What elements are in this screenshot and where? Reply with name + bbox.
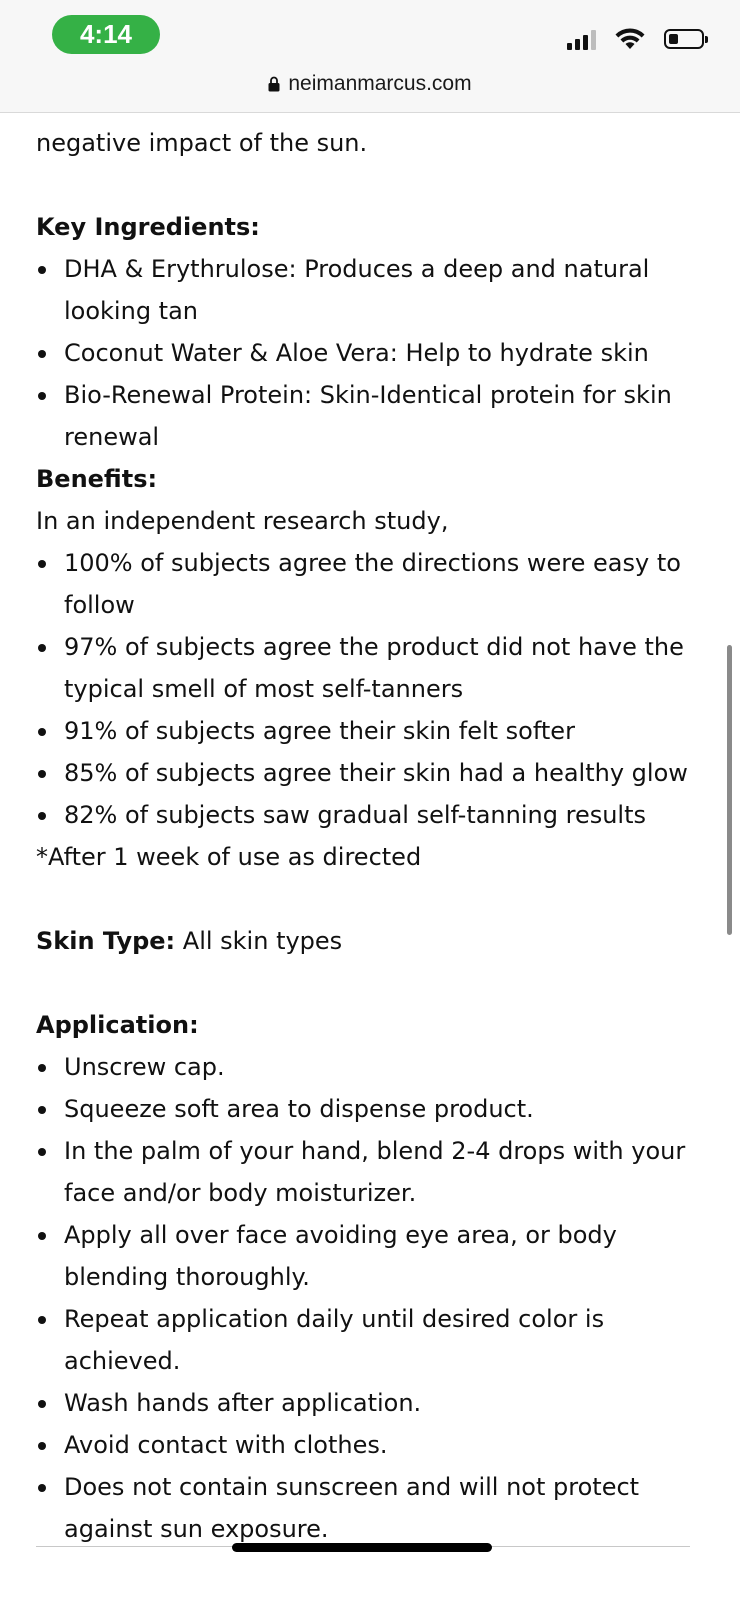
list-item: 91% of subjects agree their skin felt softer [36, 710, 696, 752]
wifi-icon [614, 27, 646, 51]
key-ingredients-heading: Key Ingredients: [36, 213, 260, 241]
list-item: Repeat application daily until desired color is achieved. [36, 1298, 696, 1382]
scrollbar[interactable] [727, 645, 732, 935]
address-bar[interactable] [0, 72, 740, 96]
benefits-heading: Benefits: [36, 465, 158, 493]
list-item: Apply all over face avoiding eye area, or body blending thoroughly. [36, 1214, 696, 1298]
application-list [36, 1046, 696, 1550]
application-heading: Application: [36, 1011, 199, 1039]
product-details [36, 112, 696, 1550]
url-text: neimanmarcus.com [288, 72, 472, 95]
browser-top-bar [0, 0, 740, 113]
list-item: Avoid contact with clothes. [36, 1424, 696, 1466]
home-indicator[interactable] [232, 1543, 492, 1552]
lock-icon [268, 76, 280, 92]
skin-type-value: All skin types [175, 927, 343, 955]
partial-text: negative impact of the sun. [36, 129, 368, 157]
list-item: Does not contain sunscreen and will not protect against sun exposure. [36, 1466, 696, 1550]
list-item: DHA & Erythrulose: Produces a deep and natural looking tan [36, 248, 696, 332]
skin-type-label: Skin Type: [36, 927, 176, 955]
list-item: Unscrew cap. [36, 1046, 696, 1088]
list-item: Bio-Renewal Protein: Skin-Identical protein for skin renewal [36, 374, 696, 458]
list-item: 85% of subjects agree their skin had a healthy glow [36, 752, 696, 794]
signal-icon [567, 28, 596, 50]
battery-icon [664, 29, 704, 49]
status-time[interactable]: 4:14 [52, 15, 160, 54]
benefits-note: *After 1 week of use as directed [36, 843, 422, 871]
list-item: In the palm of your hand, blend 2-4 drops with your face and/or body moisturizer. [36, 1130, 696, 1214]
skin-type [36, 920, 696, 962]
list-item: 82% of subjects saw gradual self-tanning results [36, 794, 696, 836]
list-item: Squeeze soft area to dispense product. [36, 1088, 696, 1130]
key-ingredients-list [36, 248, 696, 458]
list-item: 100% of subjects agree the directions were easy to follow [36, 542, 696, 626]
benefits-list [36, 542, 696, 836]
list-item: 97% of subjects agree the product did not have the typical smell of most self-tanners [36, 626, 696, 710]
benefits-intro: In an independent research study, [36, 507, 449, 535]
list-item: Coconut Water & Aloe Vera: Help to hydrate skin [36, 332, 696, 374]
status-icons [567, 26, 704, 52]
list-item: Wash hands after application. [36, 1382, 696, 1424]
